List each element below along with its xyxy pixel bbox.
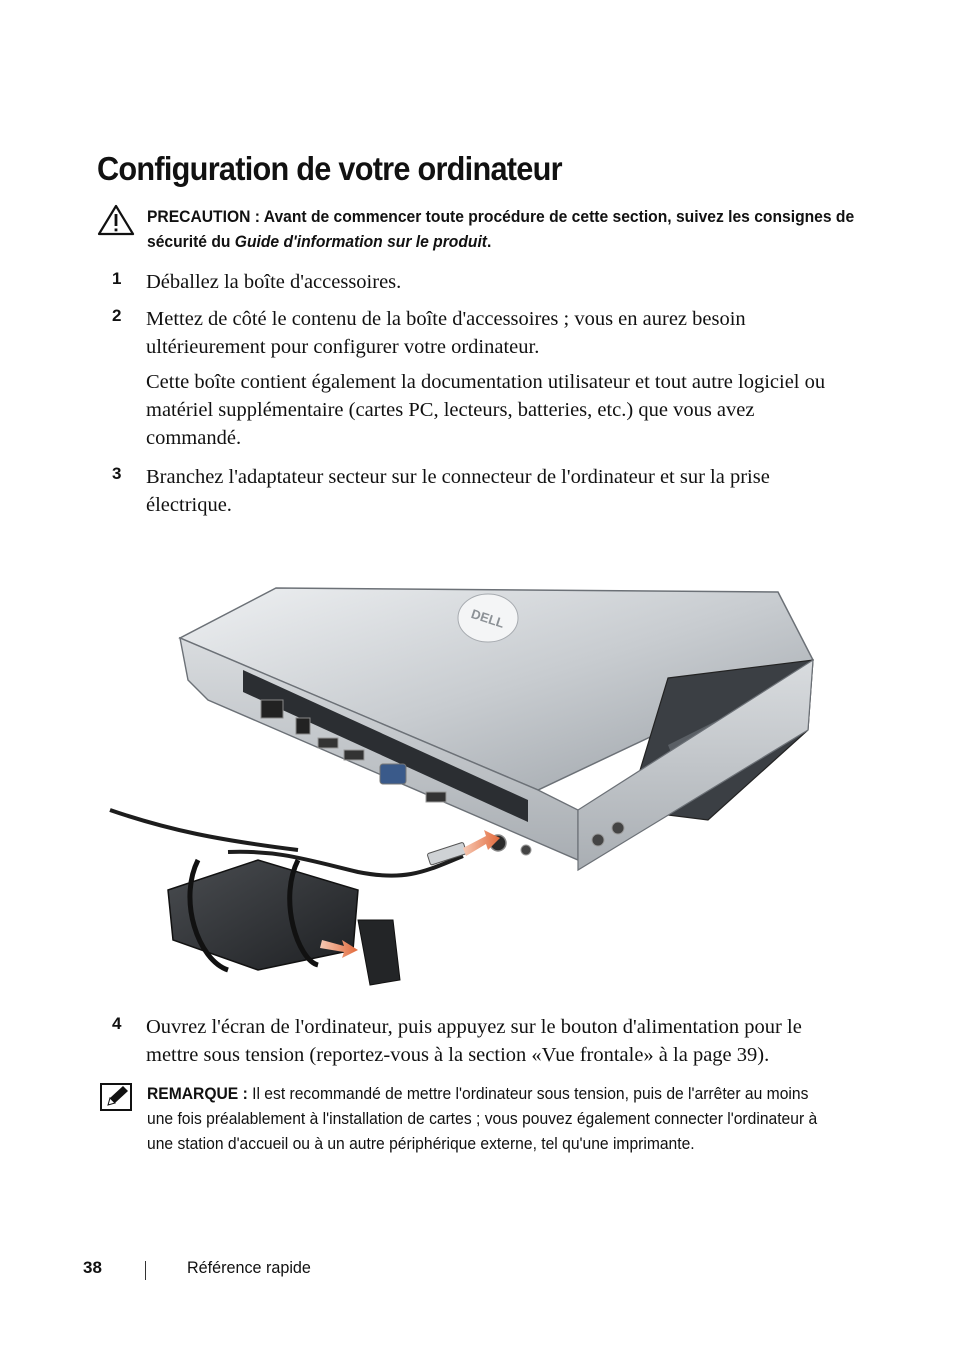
page-number: 38 (83, 1258, 102, 1277)
pencil-note-icon (100, 1083, 132, 1111)
audio-jack-icon (592, 834, 604, 846)
step-number: 3 (112, 464, 122, 483)
warning-triangle-icon (97, 204, 135, 236)
note-block (100, 1081, 840, 1156)
modem-port-icon (296, 718, 310, 734)
note-label: REMARQUE : (147, 1084, 248, 1103)
caution-guide-title: Guide d'information sur le produit (234, 232, 488, 251)
step-2 (112, 305, 832, 361)
step-1 (112, 268, 832, 296)
caution-text (147, 204, 874, 254)
step-text: Déballez la boîte d'accessoires. (146, 271, 402, 293)
step-number: 2 (112, 306, 122, 325)
step-number: 1 (112, 269, 122, 288)
step-text: Mettez de côté le contenu de la boîte d'accessoires ; vous en aurez besoin ultérieurement pour configurer votre ordinateur. (146, 308, 746, 358)
caution-body: Avant de commencer toute procédure de cette section, suivez les consignes de sécurité du (147, 207, 855, 251)
note-text (147, 1081, 819, 1156)
network-port-icon (261, 700, 283, 718)
dell-logo-text: DELL (469, 606, 507, 631)
insert-arrow-icon (463, 830, 500, 856)
caution-label: PRECAUTION : (147, 207, 260, 226)
ac-adapter (168, 860, 358, 970)
footer-section-title: Référence rapide (187, 1258, 311, 1277)
step-text: Ouvrez l'écran de l'ordinateur, puis appuyez sur le bouton d'alimentation pour le mettre sous tension (reportez-vous à la section «Vue frontale» à la page 39). (146, 1016, 802, 1066)
caution-end: . (487, 232, 492, 251)
usb-port-icon (318, 738, 338, 748)
usb-port-icon (426, 792, 446, 802)
page-title: Configuration de votre ordinateur (97, 150, 562, 187)
audio-jack-icon (612, 822, 624, 834)
footer-divider (145, 1261, 146, 1280)
usb-port-icon (344, 750, 364, 760)
power-connector-icon (521, 845, 531, 855)
laptop-ac-adapter-illustration (108, 560, 828, 1010)
step-number: 4 (112, 1014, 122, 1033)
step-text: Branchez l'adaptateur secteur sur le connecteur de l'ordinateur et sur la prise électrique. (146, 466, 770, 516)
note-body: Il est recommandé de mettre l'ordinateur sous tension, puis de l'arrêter au moins une fois préalablement à l'installation de cartes ; vous pouvez également connecter l'ordinateur à une station d'accueil ou à un autre périphérique externe, tel qu'une imprimante. (147, 1084, 818, 1153)
step-4 (112, 1013, 832, 1069)
caution-block (97, 204, 855, 254)
mains-plug (358, 920, 400, 985)
step-3 (112, 463, 832, 519)
mains-cable (110, 810, 298, 850)
video-port-icon (380, 764, 406, 784)
step-2-detail: Cette boîte contient également la documentation utilisateur et tout autre logiciel ou matériel supplémentaire (cartes PC, lecteurs, batteries, etc.) que vous avez commandé. (146, 371, 826, 449)
